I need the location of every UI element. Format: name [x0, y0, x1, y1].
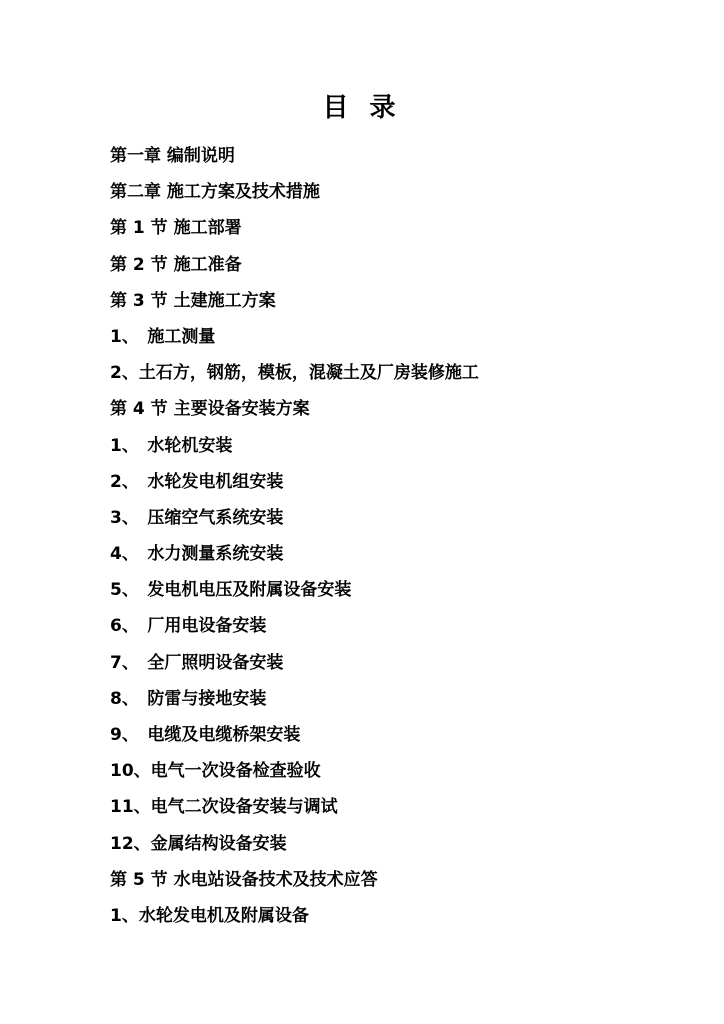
toc-item-section-1: 第 1 节 施工部署	[110, 218, 242, 239]
toc-item-4-10: 10、电气一次设备检查验收	[110, 761, 321, 782]
toc-item-4-7: 7、 全厂照明设备安装	[110, 652, 284, 673]
toc-item-4-2: 2、 水轮发电机组安装	[110, 471, 284, 492]
toc-item-4-11: 11、电气二次设备安装与调试	[110, 797, 338, 818]
toc-item-4-6: 6、 厂用电设备安装	[110, 616, 267, 637]
toc-item-3-1: 1、 施工测量	[110, 326, 216, 347]
toc-item-4-12: 12、金属结构设备安装	[110, 833, 287, 854]
toc-item-chapter-1: 第一章 编制说明	[110, 146, 235, 166]
toc-item-section-5: 第 5 节 水电站设备技术及技术应答	[110, 869, 378, 890]
toc-item-5-1: 1、水轮发电机及附属设备	[110, 905, 309, 926]
toc-item-4-9: 9、 电缆及电缆桥架安装	[110, 725, 301, 745]
toc-item-4-3: 3、 压缩空气系统安装	[110, 507, 284, 528]
toc-item-3-2: 2、土石方，钢筋，模板，混凝土及厂房装修施工	[110, 363, 479, 384]
toc-item-chapter-2: 第二章 施工方案及技术措施	[110, 182, 320, 203]
toc-item-4-8: 8、 防雷与接地安装	[110, 688, 267, 709]
table-of-contents	[110, 138, 479, 934]
page-title: 目 录	[322, 93, 402, 123]
toc-item-4-4: 4、 水力测量系统安装	[110, 544, 284, 565]
toc-item-section-2: 第 2 节 施工准备	[110, 254, 242, 275]
toc-item-section-4: 第 4 节 主要设备安装方案	[110, 399, 310, 420]
toc-item-4-5: 5、 发电机电压及附属设备安装	[110, 580, 352, 601]
toc-item-section-3: 第 3 节 土建施工方案	[110, 290, 276, 311]
toc-item-4-1: 1、 水轮机安装	[110, 435, 233, 456]
